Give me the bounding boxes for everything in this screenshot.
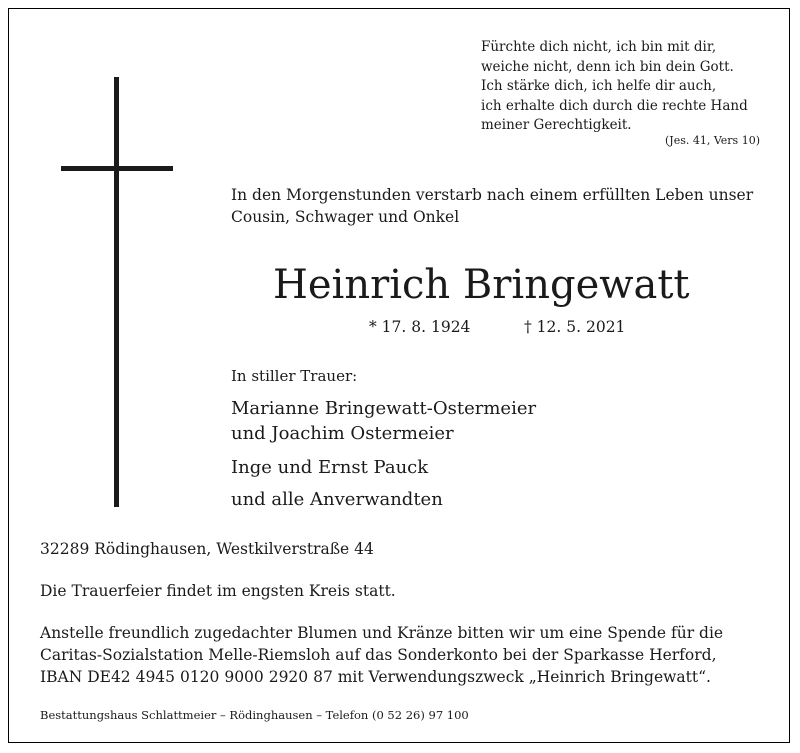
donation-line: Anstelle freundlich zugedachter Blumen und Kränze bitten wir um eine Spende für die <box>40 624 724 642</box>
mourning-label: In stiller Trauer: <box>231 367 358 385</box>
verse-reference: (Jes. 41, Vers 10) <box>665 134 760 147</box>
birth-date: * 17. 8. 1924 <box>369 318 471 336</box>
address: 32289 Rödinghausen, Westkilverstraße 44 <box>40 540 374 558</box>
verse-line: Fürchte dich nicht, ich bin mit dir, <box>481 39 717 55</box>
mourner-line: Marianne Bringewatt-Ostermeier <box>231 398 537 419</box>
verse-line: meiner Gerechtigkeit. <box>481 117 632 134</box>
donation-line: IBAN DE42 4945 0120 9000 2920 87 mit Verwendungszweck „Heinrich Bringewatt“. <box>40 668 711 686</box>
mourner-line: und Joachim Ostermeier <box>231 423 454 444</box>
cross-vertical-bar <box>114 77 119 507</box>
cross-horizontal-bar <box>61 166 173 171</box>
donation-request <box>40 622 723 688</box>
deceased-name: Heinrich Bringewatt <box>273 262 690 308</box>
bible-verse <box>481 38 748 136</box>
death-date: † 12. 5. 2021 <box>524 318 626 336</box>
intro-line: Cousin, Schwager und Onkel <box>231 208 460 226</box>
verse-line: ich erhalte dich durch die rechte Hand <box>481 97 748 114</box>
mourner-line: Inge und Ernst Pauck <box>231 457 429 478</box>
verse-line: weiche nicht, denn ich bin dein Gott. <box>481 58 734 75</box>
intro-line: In den Morgenstunden verstarb nach einem erfüllten Leben unser <box>231 186 754 204</box>
funeral-home-footer: Bestattungshaus Schlattmeier – Rödinghausen – Telefon (0 52 26) 97 100 <box>40 708 469 722</box>
ceremony-note: Die Trauerfeier findet im engsten Kreis statt. <box>40 582 396 600</box>
mourner-line: und alle Anverwandten <box>231 489 443 510</box>
verse-line: Ich stärke dich, ich helfe dir auch, <box>481 78 717 95</box>
intro-text <box>231 184 753 228</box>
donation-line: Caritas-Sozialstation Melle-Riemsloh auf das Sonderkonto bei der Sparkasse Herford, <box>40 646 717 664</box>
